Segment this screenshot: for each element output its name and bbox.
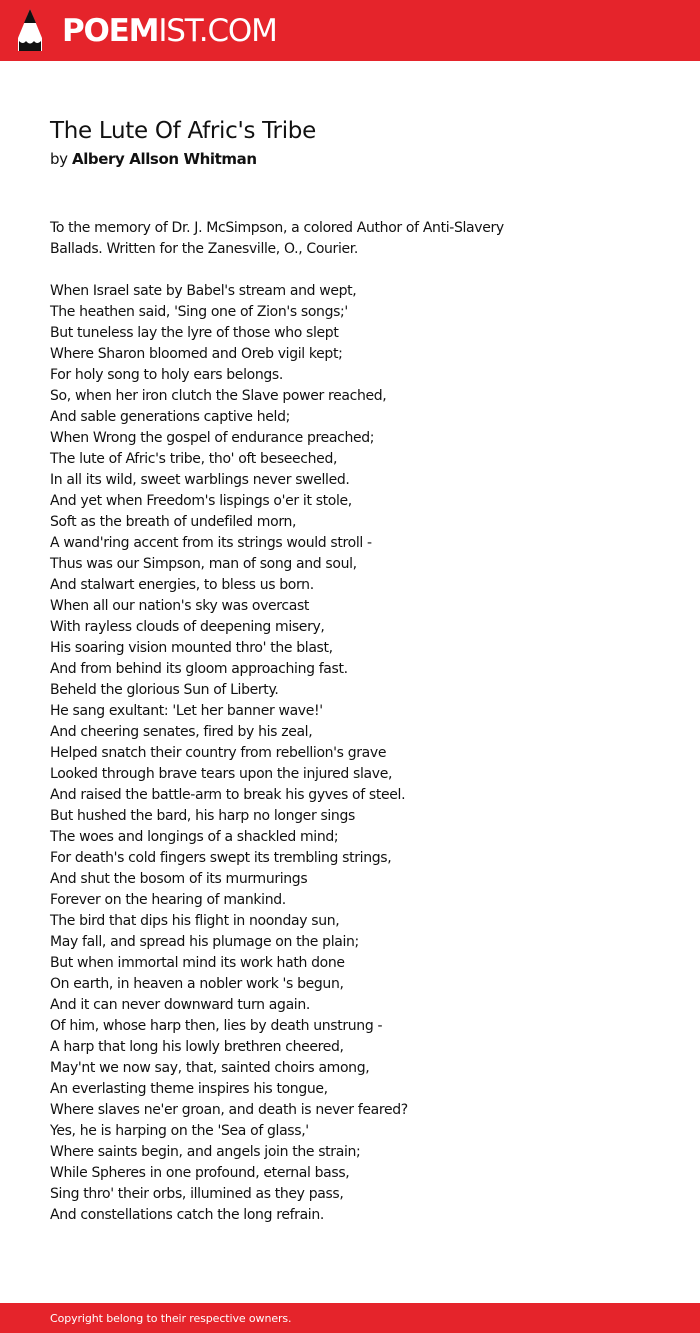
poem-body (50, 281, 670, 1226)
poem-line: And cheering senates, fired by his zeal, (50, 724, 313, 740)
poem-line: The bird that dips his flight in noonday sun, (50, 913, 340, 929)
poem-line: So, when her iron clutch the Slave power reached, (50, 388, 387, 404)
poem-line: When Israel sate by Babel's stream and wept, (50, 283, 357, 299)
poem-dedication: To the memory of Dr. J. McSimpson, a colored Author of Anti-Slavery Ballads. Written for the Zanesville, O., Courier. (50, 220, 504, 257)
poem-line: Sing thro' their orbs, illumined as they pass, (50, 1186, 344, 1202)
site-logo-link[interactable] (0, 0, 277, 61)
poem-line: Helped snatch their country from rebellion's grave (50, 745, 387, 761)
poem-line: His soaring vision mounted thro' the blast, (50, 640, 333, 656)
poem-line: And from behind its gloom approaching fast. (50, 661, 348, 677)
poem-line: A wand'ring accent from its strings would stroll - (50, 535, 372, 551)
by-label: by (50, 150, 68, 168)
poem-line: He sang exultant: 'Let her banner wave!' (50, 703, 323, 719)
poem-line: But tuneless lay the lyre of those who slept (50, 325, 339, 341)
poem-line: While Spheres in one profound, eternal bass, (50, 1165, 350, 1181)
poem-line: For holy song to holy ears belongs. (50, 367, 283, 383)
poem-line: When Wrong the gospel of endurance preached; (50, 430, 375, 446)
poem-line: Yes, he is harping on the 'Sea of glass,' (50, 1123, 309, 1139)
site-header (0, 0, 700, 61)
poem-content (50, 116, 670, 1226)
poem-line: Where Sharon bloomed and Oreb vigil kept; (50, 346, 343, 362)
poem-line: The lute of Afric's tribe, tho' oft beseeched, (50, 451, 338, 467)
poem-title: The Lute Of Afric's Tribe (50, 118, 316, 144)
poem-line: On earth, in heaven a nobler work 's begun, (50, 976, 344, 992)
poem-line: And shut the bosom of its murmurings (50, 871, 308, 887)
poem-line: May'nt we now say, that, sainted choirs among, (50, 1060, 370, 1076)
poem-line: Where slaves ne'er groan, and death is never feared? (50, 1102, 408, 1118)
poem-line: And it can never downward turn again. (50, 997, 310, 1013)
poem-line: And yet when Freedom's lispings o'er it stole, (50, 493, 352, 509)
poem-line: Where saints begin, and angels join the strain; (50, 1144, 361, 1160)
poem-line: And constellations catch the long refrain. (50, 1207, 324, 1223)
poem-line: And raised the battle-arm to break his gyves of steel. (50, 787, 406, 803)
poem-line: Soft as the breath of undefiled morn, (50, 514, 297, 530)
poem-line: Looked through brave tears upon the injured slave, (50, 766, 393, 782)
poem-line: For death's cold fingers swept its trembling strings, (50, 850, 392, 866)
poem-line: Of him, whose harp then, lies by death unstrung - (50, 1018, 383, 1034)
poem-line: The woes and longings of a shackled mind; (50, 829, 339, 845)
site-footer (0, 1303, 700, 1333)
poem-line: May fall, and spread his plumage on the plain; (50, 934, 359, 950)
poem-line: The heathen said, 'Sing one of Zion's songs;' (50, 304, 348, 320)
logo-light: IST.COM (158, 13, 277, 49)
poem-line: With rayless clouds of deepening misery, (50, 619, 325, 635)
poem-line: When all our nation's sky was overcast (50, 598, 310, 614)
poem-line: Forever on the hearing of mankind. (50, 892, 286, 908)
poem-line: And sable generations captive held; (50, 409, 291, 425)
poem-line: And stalwart energies, to bless us born. (50, 577, 314, 593)
poem-line: In all its wild, sweet warblings never swelled. (50, 472, 350, 488)
logo-bold: POEM (62, 13, 159, 49)
poem-line: But hushed the bard, his harp no longer sings (50, 808, 355, 824)
site-logo-text (62, 12, 277, 50)
poem-line: An everlasting theme inspires his tongue, (50, 1081, 328, 1097)
pencil-tip-icon (17, 8, 43, 52)
poem-line: Thus was our Simpson, man of song and soul, (50, 556, 357, 572)
poem-line: Beheld the glorious Sun of Liberty. (50, 682, 279, 698)
poem-line: A harp that long his lowly brethren cheered, (50, 1039, 344, 1055)
poem-byline (50, 147, 670, 171)
poem-line: But when immortal mind its work hath done (50, 955, 345, 971)
poem-author: Albery Allson Whitman (71, 150, 257, 168)
copyright-notice: Copyright belong to their respective owners. (50, 1312, 292, 1325)
